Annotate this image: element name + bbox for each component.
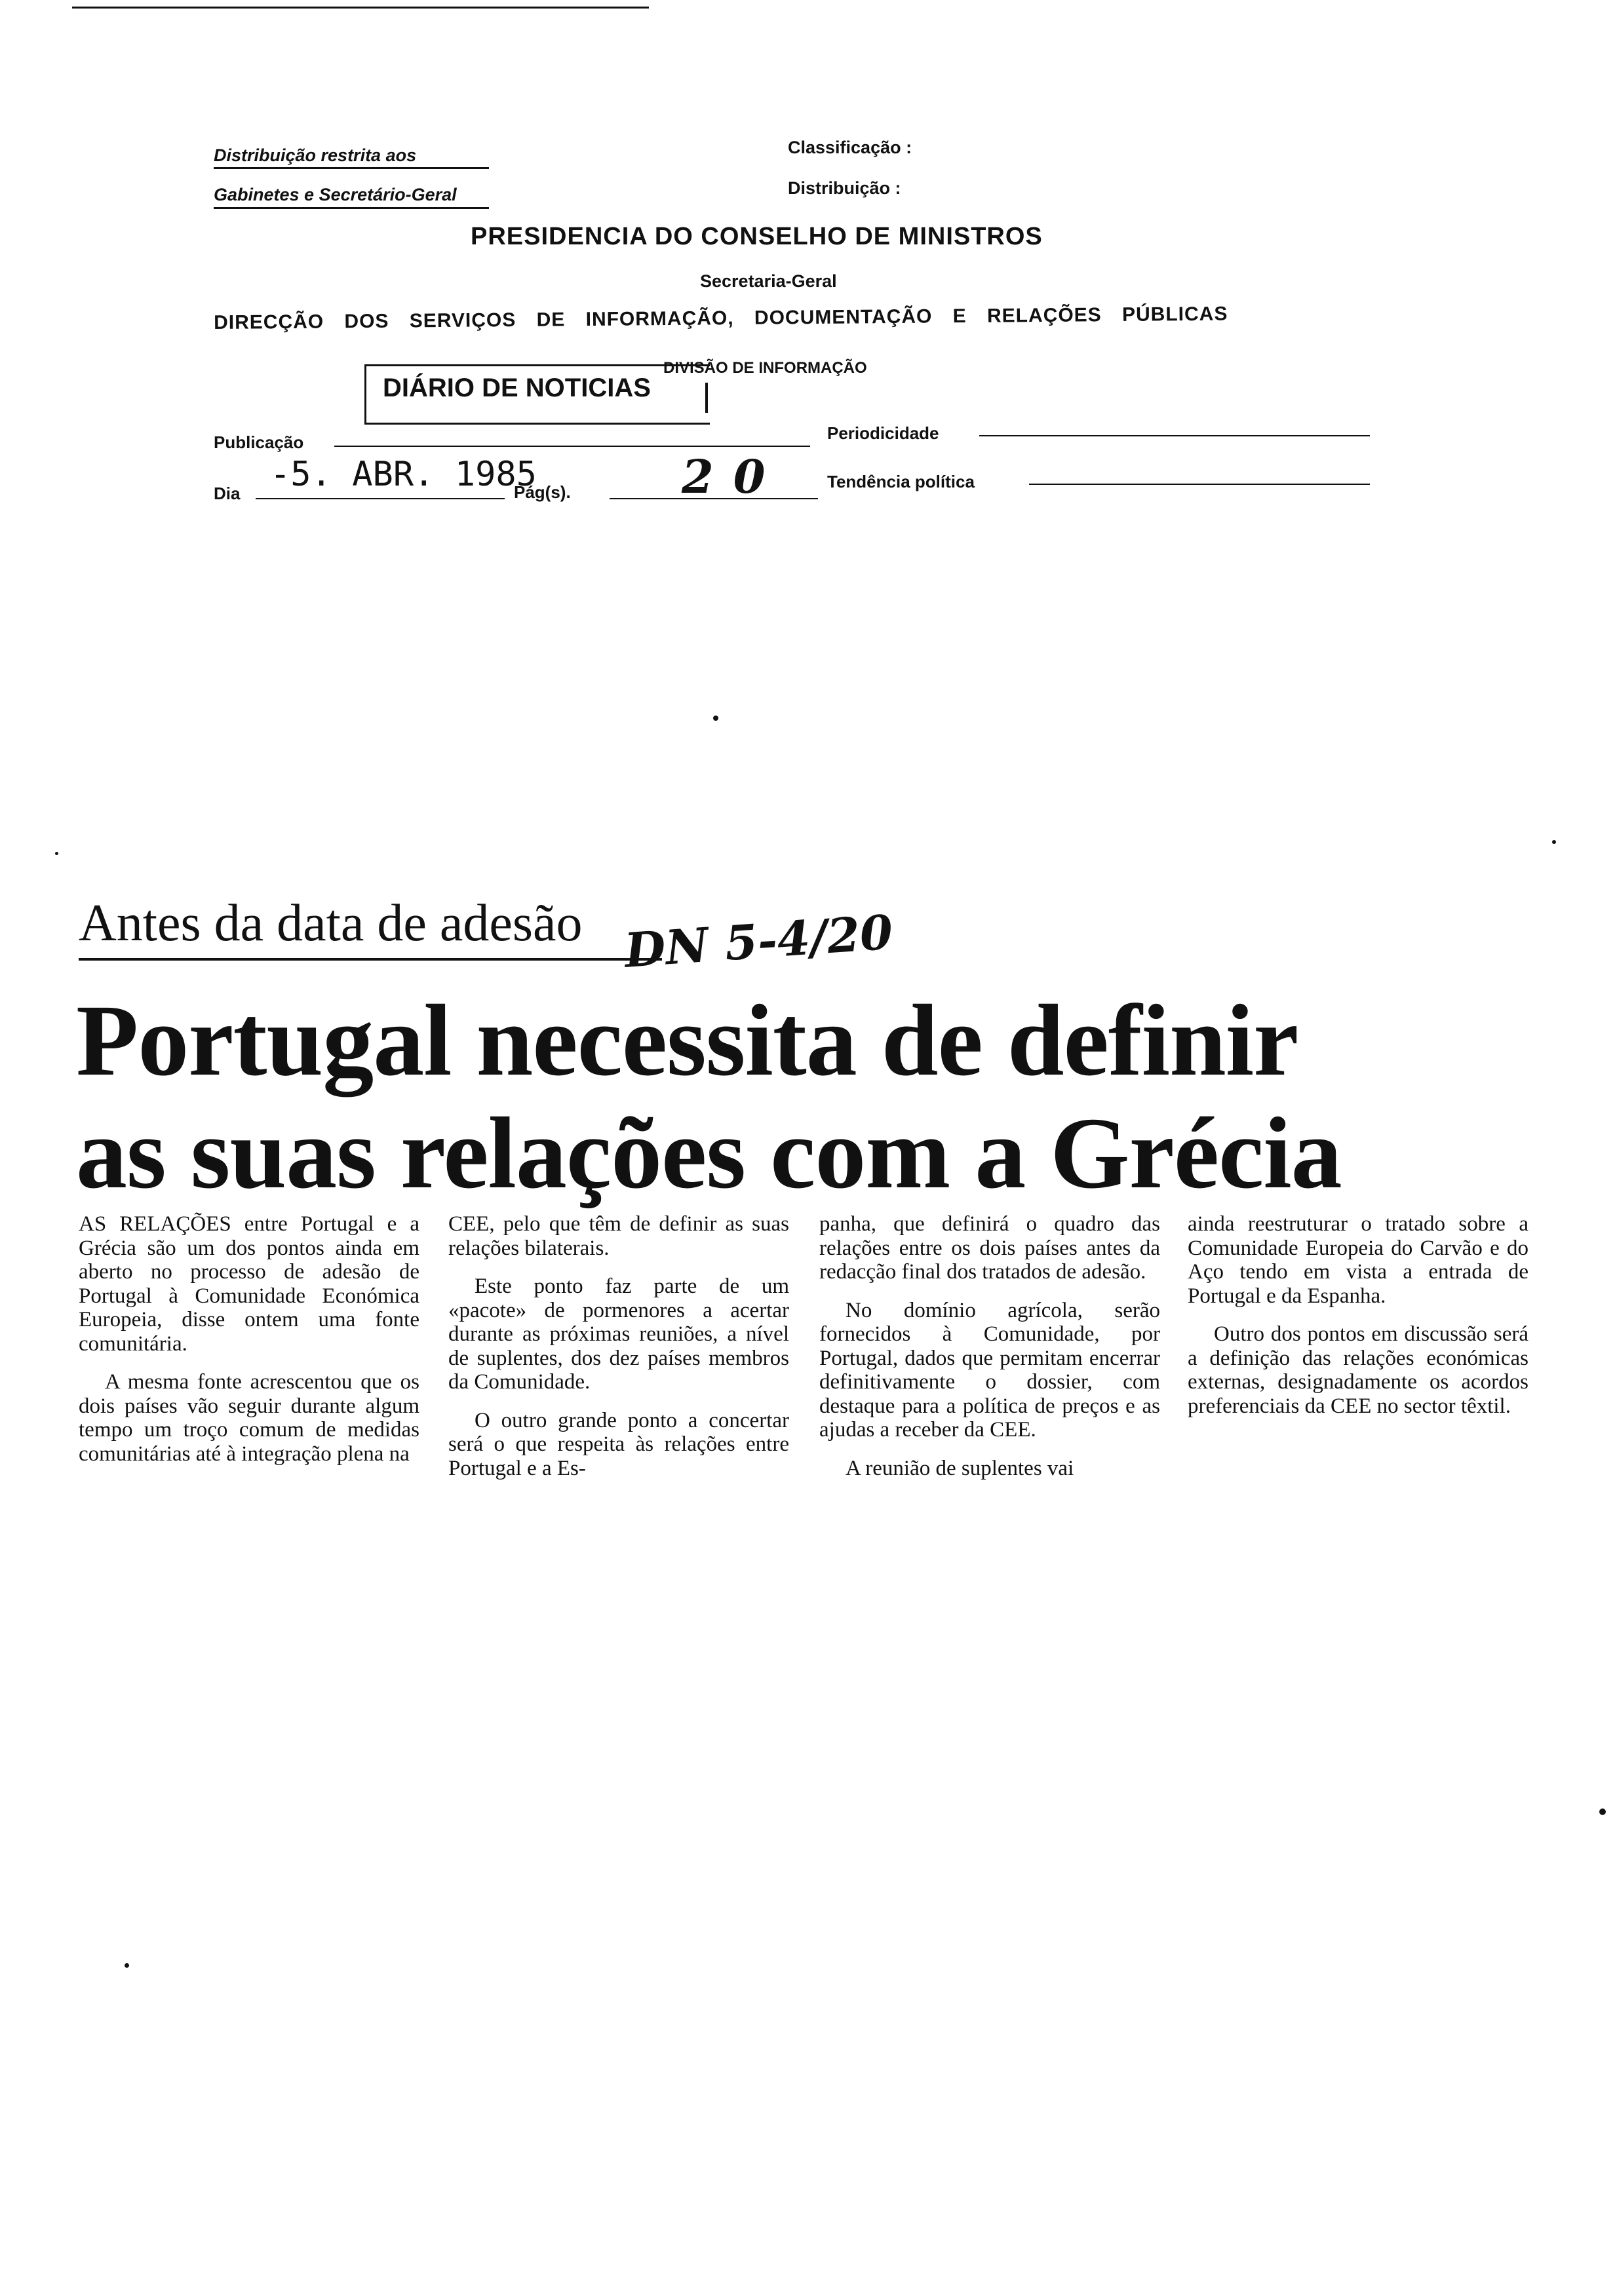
article-column-1 bbox=[79, 1212, 419, 1466]
direccao-line: DIRECÇÃO DOS SERVIÇOS DE INFORMAÇÃO, DOCUMENTAÇÃO E RELAÇÕES PÚBLICAS bbox=[214, 303, 1228, 334]
scan-speck bbox=[1599, 1808, 1606, 1815]
pags-value: 20 bbox=[682, 450, 785, 504]
periodicidade-line bbox=[979, 435, 1370, 436]
classificacao-label: Classificação : bbox=[788, 138, 912, 157]
paragraph: Outro dos pontos em discussão será a definição das relações económicas externas, designadamente os acordos preferenciais da CEE no sector têxtil. bbox=[1188, 1322, 1528, 1418]
article-column-4 bbox=[1188, 1212, 1528, 1418]
headline-line-2: as suas relações com a Grécia bbox=[76, 1096, 1342, 1210]
handwritten-reference: DN 5-4/20 bbox=[623, 904, 895, 978]
header-subtitle: Secretaria-Geral bbox=[700, 271, 837, 291]
divisao-label: DIVISÃO DE INFORMAÇÃO bbox=[663, 359, 867, 377]
paragraph: A reunião de suplentes vai bbox=[846, 1456, 1074, 1480]
scan-speck bbox=[1552, 840, 1556, 844]
periodicidade-label: Periodicidade bbox=[827, 423, 939, 443]
header-title: PRESIDENCIA DO CONSELHO DE MINISTROS bbox=[471, 223, 1043, 250]
paragraph: CEE, pelo que têm de definir as suas relações bilaterais. bbox=[448, 1212, 789, 1260]
pags-label: Pág(s). bbox=[514, 482, 571, 502]
paragraph: Este ponto faz parte de um «pacote» de pormenores a acertar durante as próximas reuniões, a nível de suplentes, dos dez países membros da Comunidade. bbox=[448, 1274, 789, 1394]
paragraph: AS RELAÇÕES entre Portugal e a Grécia são um dos pontos ainda em aberto no processo de adesão de Portugal à Comunidade Económica Europeia, disse ontem uma fonte comunitária. bbox=[79, 1212, 419, 1356]
dia-value: -5. ABR. 1985 bbox=[270, 455, 537, 494]
kicker-underline bbox=[79, 958, 662, 961]
publicacao-line bbox=[334, 446, 810, 447]
header-underline-1 bbox=[214, 167, 489, 169]
distribuicao-label: Distribuição : bbox=[788, 178, 901, 198]
scan-edge-rule bbox=[72, 7, 649, 9]
dia-line bbox=[256, 498, 505, 499]
tendencia-line bbox=[1029, 484, 1370, 485]
restricted-distribution-line1: Distribuição restrita aos bbox=[214, 145, 417, 165]
scan-speck bbox=[713, 716, 718, 721]
paragraph: panha, que definirá o quadro das relações entre os dois países antes da redacção final dos tratados de adesão. bbox=[819, 1212, 1160, 1284]
scan-speck bbox=[125, 1963, 129, 1968]
paragraph: No domínio agrícola, serão fornecidos à Comunidade, por Portugal, dados que permitam encerrar definitivamente o dossier, com destaque para a política de preços e as ajudas a receber da CEE. bbox=[819, 1298, 1160, 1442]
header-underline-2 bbox=[214, 207, 489, 209]
article-column-3 bbox=[819, 1212, 1160, 1480]
publicacao-label: Publicação bbox=[214, 432, 304, 452]
headline-line-1: Portugal necessita de definir bbox=[76, 984, 1298, 1097]
scan-speck bbox=[55, 852, 58, 855]
restricted-distribution-line2: Gabinetes e Secretário-Geral bbox=[214, 185, 457, 204]
article-kicker: Antes da data de adesão bbox=[79, 894, 583, 952]
article-column-2 bbox=[448, 1212, 789, 1480]
paragraph: ainda reestruturar o tratado sobre a Comunidade Europeia do Carvão e do Aço tendo em vista a entrada de Portugal e da Espanha. bbox=[1188, 1212, 1528, 1308]
stamp-right-bar bbox=[705, 383, 708, 413]
newspaper-stamp: DIÁRIO DE NOTICIAS bbox=[383, 373, 651, 402]
dia-label: Dia bbox=[214, 484, 241, 503]
tendencia-label: Tendência política bbox=[827, 472, 975, 491]
paragraph: A mesma fonte acrescentou que os dois países vão seguir durante algum tempo um troço comum de medidas comunitárias até à integração plena na bbox=[79, 1370, 419, 1466]
paragraph: O outro grande ponto a concertar será o que respeita às relações entre Portugal e a Es- bbox=[448, 1408, 789, 1480]
